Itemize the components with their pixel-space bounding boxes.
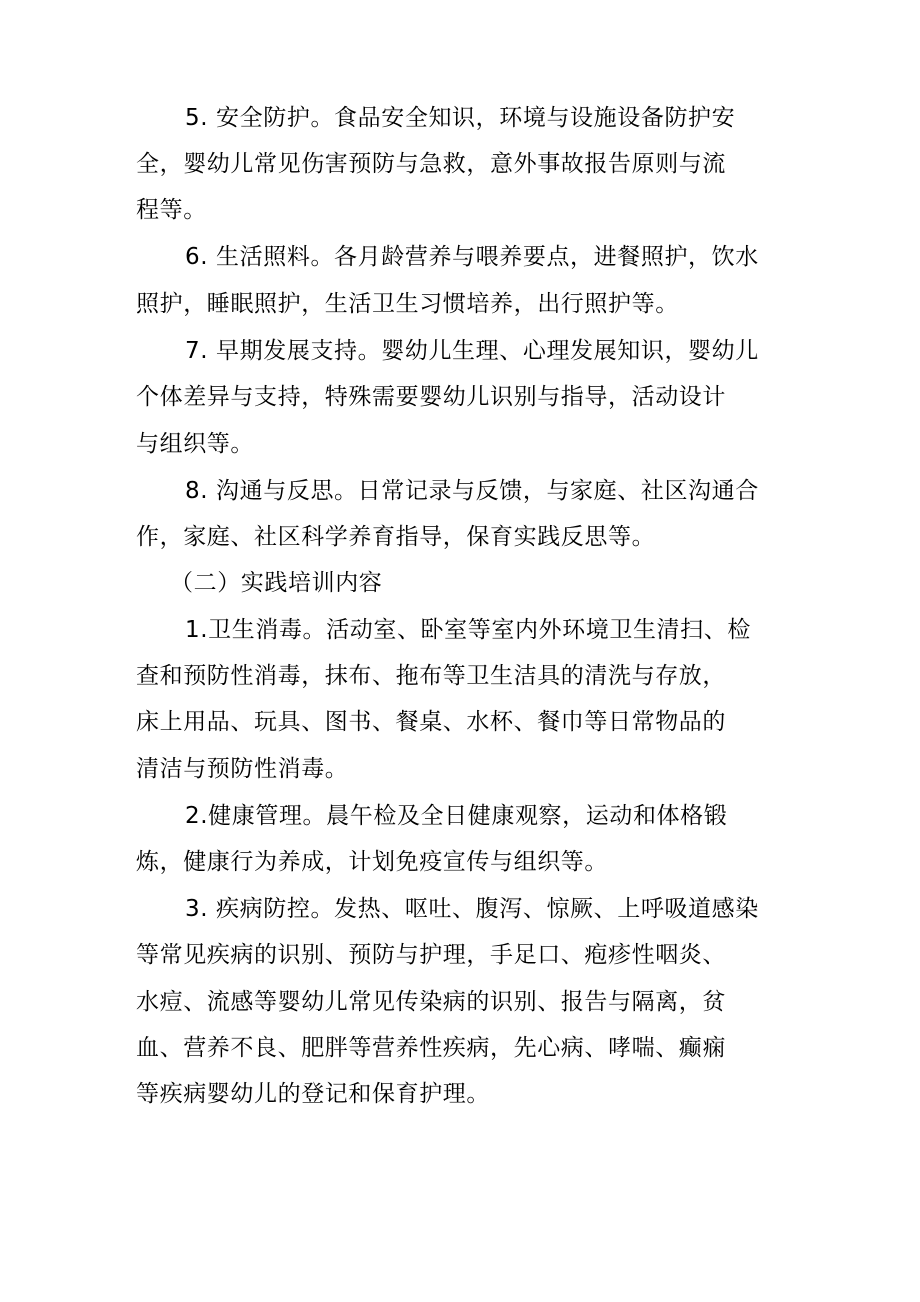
text-line-12: 1.卫生消毒。活动室、卧室等室内外环境卫生清扫、检: [185, 617, 751, 643]
text-line-14: 床上用品、玩具、图书、餐桌、水杯、餐巾等日常物品的: [136, 709, 726, 735]
text-line-22: 等疾病婴幼儿的登记和保育护理。: [136, 1081, 490, 1107]
text-line-15: 清洁与预防性消毒。: [136, 756, 349, 782]
text-line-17: 炼，健康行为养成，计划免疫宣传与组织等。: [136, 849, 608, 875]
text-line-10: 作，家庭、社区科学养育指导，保育实践反思等。: [136, 524, 656, 550]
text-line-18: 3. 疾病防控。发热、呕吐、腹泻、惊厥、上呼吸道感染: [185, 896, 759, 922]
text-line-13: 查和预防性消毒，抹布、拖布等卫生洁具的清洗与存放，: [136, 663, 726, 689]
section-heading: （二）实践培训内容: [170, 570, 383, 596]
text-line-1: 5. 安全防护。食品安全知识，环境与设施设备防护安: [185, 105, 736, 131]
text-line-19: 等常见疾病的识别、预防与护理，手足口、疱疹性咽炎、: [136, 942, 726, 968]
text-line-2: 全，婴幼儿常见伤害预防与急救，意外事故报告原则与流: [136, 151, 726, 177]
text-line-16: 2.健康管理。晨午检及全日健康观察，运动和体格锻: [185, 803, 728, 829]
text-line-4: 6. 生活照料。各月龄营养与喂养要点，进餐照护，饮水: [185, 244, 759, 270]
text-line-6: 7. 早期发展支持。婴幼儿生理、心理发展知识，婴幼儿: [185, 338, 759, 364]
text-line-20: 水痘、流感等婴幼儿常见传染病的识别、报告与隔离，贫: [136, 989, 726, 1015]
text-line-9: 8. 沟通与反思。日常记录与反馈，与家庭、社区沟通合: [185, 478, 759, 504]
text-line-3: 程等。: [136, 197, 207, 223]
text-line-21: 血、营养不良、肥胖等营养性疾病，先心病、哮喘、癫痫: [136, 1035, 726, 1061]
text-line-8: 与组织等。: [136, 431, 254, 457]
text-line-5: 照护，睡眠照护，生活卫生习惯培养，出行照护等。: [136, 291, 679, 317]
text-line-7: 个体差异与支持，特殊需要婴幼儿识别与指导，活动设计: [136, 384, 726, 410]
